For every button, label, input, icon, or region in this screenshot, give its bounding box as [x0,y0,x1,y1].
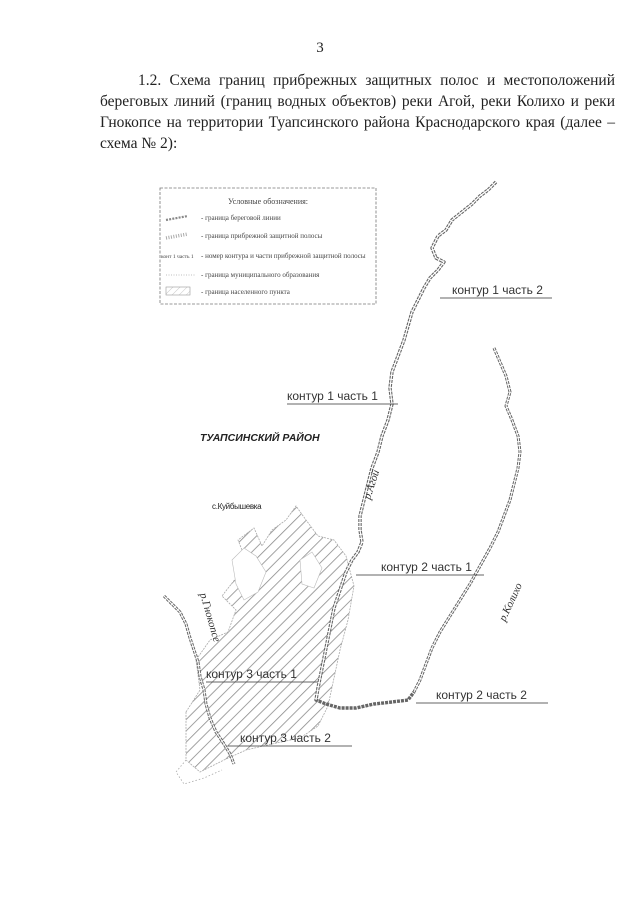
page-number: 3 [316,40,324,56]
legend-title: Условные обозначения: [227,197,309,206]
svg-text:контур 2 часть 2: контур 2 часть 2 [436,688,527,702]
legend-item-protective-strip: - граница прибрежной защитной полосы [201,232,323,240]
legend-symbol-contour: конт 1 часть 1 [161,254,194,260]
svg-text:контур 1 часть 1: контур 1 часть 1 [287,389,378,403]
legend-item-contour: - номер контура и части прибрежной защитной полосы [201,252,366,260]
contour-label-2-1 [356,560,484,575]
settlement-label: с.Куйбышевка [212,502,262,511]
legend-item-shoreline: - граница береговой линии [201,214,281,222]
svg-text:контур 2 часть 1: контур 2 часть 1 [381,560,472,574]
river-label-gnokopse: р.Гнокопсе [197,591,223,644]
legend-symbol-settlement [166,287,190,295]
contour-label-1-1 [287,389,398,404]
legend-item-municipal-boundary: - граница муниципального образования [201,271,320,279]
svg-text:контур 3 часть 1: контур 3 часть 1 [206,667,297,681]
legend-item-settlement: - граница населенного пункта [201,288,290,296]
contour-label-3-2 [228,731,352,746]
svg-text:контур 1 часть 2: контур 1 часть 2 [452,283,543,297]
river-label-kolikho: р.Колихо [496,581,525,624]
river-label-agoy: р.Агой [361,468,383,501]
contour-label-1-2 [440,283,552,298]
svg-text:контур 3 часть 2: контур 3 часть 2 [240,731,331,745]
river-kolikho [414,348,520,692]
district-label: ТУАПСИНСКИЙ РАЙОН [200,432,320,444]
intro-paragraph: 1.2. Схема границ прибрежных защитных полос и местоположений береговых линий (границ водных объектов) реки Агой, реки Колихо и реки Гнокопсе на территории Туапсинского района Краснодарского края (далее – схема № 2): [100,72,615,152]
legend-box [160,188,376,304]
contour-label-2-2 [416,688,548,703]
